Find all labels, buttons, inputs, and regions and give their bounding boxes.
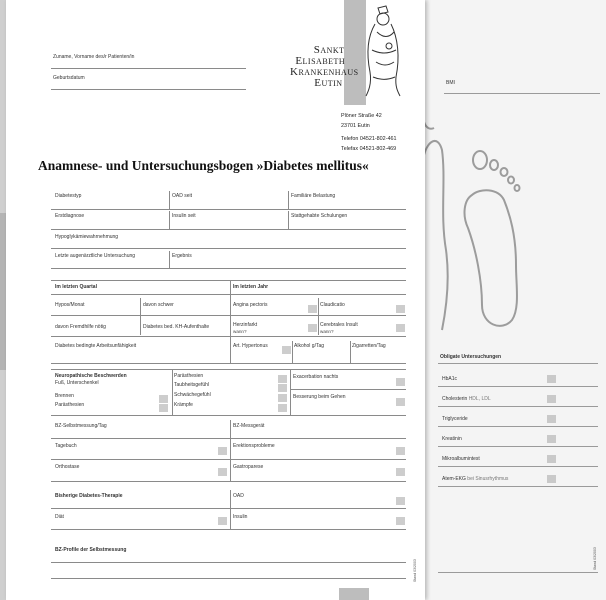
tagebuch-checkbox[interactable] <box>218 447 227 455</box>
sec4-row3-line[interactable] <box>51 481 406 482</box>
triglyceride-checkbox[interactable] <box>547 415 556 423</box>
logo-line-2: Elisabeth <box>295 55 346 67</box>
besserung-checkbox[interactable] <box>396 398 405 406</box>
sec5-row1-line[interactable] <box>51 508 406 509</box>
herzinfarkt-checkbox[interactable] <box>308 324 317 332</box>
label-orthostase: Orthostase <box>55 464 80 470</box>
label-fremdhilfe: davon Fremdhilfe nötig <box>55 324 106 330</box>
label-quartal: Im letzten Quartal <box>55 284 97 290</box>
sec2-head-line <box>51 294 406 295</box>
sec2-row2-line[interactable] <box>51 336 406 337</box>
label-erstdiagnose: Erstdiagnose <box>55 213 85 219</box>
label-zigaretten: Zigarretten/Tag <box>352 343 386 349</box>
address-city: 23701 Eutin <box>341 123 370 129</box>
birth-label: Geburtsdatum <box>53 75 85 81</box>
label-davon-schwer: davon schwer <box>143 302 174 308</box>
obligate-item-atem-ekg: Atem-EKG bei Sinusrhythmus <box>442 476 509 482</box>
label-oad-seit: OAD seit <box>172 193 193 199</box>
label-bz-geraet: BZ-Messgerät <box>233 423 265 429</box>
label-letzte: Letzte augenärztliche Untersuchung <box>55 253 136 259</box>
hba1c-line <box>438 386 598 387</box>
label-paraesth1: Parästhesien <box>55 402 85 408</box>
obligate-item-hba1c: HbA1c <box>442 376 458 382</box>
insulin-checkbox[interactable] <box>396 517 405 525</box>
label-gastro: Gastroparese <box>233 464 264 470</box>
row1-div-a <box>169 191 170 209</box>
label-besserung: Besserung beim Gehen <box>293 394 346 400</box>
sec5-row2-line[interactable] <box>51 529 406 530</box>
address-street: Plöner Straße 42 <box>341 113 382 119</box>
back-stamp: Stand 03/2003 <box>593 547 597 570</box>
sec3-mid-line <box>291 389 406 390</box>
bmi-line <box>444 93 600 94</box>
back-bottom-line <box>438 572 598 573</box>
hba1c-checkbox[interactable] <box>547 375 556 383</box>
row4-line[interactable] <box>51 268 406 269</box>
form-title: Anamnese- und Untersuchungsbogen »Diabetes mellitus« <box>38 158 369 173</box>
front-page <box>6 0 425 600</box>
label-bz-selbst: BZ-Selbstmessung/Tag <box>55 423 107 429</box>
row1-line[interactable] <box>51 209 406 210</box>
atem-ekg-line <box>438 486 598 487</box>
row3-line[interactable] <box>51 248 406 249</box>
sec2-row1-div-b <box>318 298 319 335</box>
obligate-item-kreatinin: Kreatinin <box>442 436 462 442</box>
sec4-div <box>230 420 231 482</box>
obligate-item-cholesterin: Cholesterin HDL, LDL <box>442 396 491 402</box>
label-hypertonus: Art. Hypertonus <box>233 343 268 349</box>
label-therapie: Bisherige Diabetes-Therapie <box>55 493 123 499</box>
oad-checkbox[interactable] <box>396 497 405 505</box>
gastro-checkbox[interactable] <box>396 468 405 476</box>
row4-div-a <box>169 251 170 268</box>
exacerbation-checkbox[interactable] <box>396 378 405 386</box>
label-familiaere: Familiäre Belastung <box>291 193 336 199</box>
label-cerebrales: Cerebrales Insult <box>320 322 358 328</box>
row2-div-a <box>169 211 170 229</box>
sec3-bottom-line <box>51 415 406 416</box>
orthostase-checkbox[interactable] <box>218 468 227 476</box>
name-field[interactable] <box>51 68 246 69</box>
claudicatio-checkbox[interactable] <box>396 305 405 313</box>
sec6-line-1[interactable] <box>51 562 406 563</box>
row2-div-b <box>288 211 289 229</box>
logo-line-4: Eutin <box>314 77 343 89</box>
erektion-checkbox[interactable] <box>396 447 405 455</box>
label-jahr: Im letzten Jahr <box>233 284 269 290</box>
paraesth2-checkbox[interactable] <box>278 375 287 383</box>
schwaeche-checkbox[interactable] <box>278 394 287 402</box>
label-taubheit: Taubheitsgefühl <box>174 382 210 388</box>
label-claudicatio: Claudicatio <box>320 302 345 308</box>
birth-field[interactable] <box>51 89 246 90</box>
mikroalbumin-checkbox[interactable] <box>547 455 556 463</box>
sec2-row3-div-b <box>350 341 351 363</box>
label-cer-wann: wann? <box>320 329 334 334</box>
name-label: Zuname, Vorname des/r Patienten/in <box>53 54 135 60</box>
label-insulin: Insulin <box>233 514 248 520</box>
mikroalbumin-line <box>438 466 598 467</box>
sec4-row2-line[interactable] <box>51 459 406 460</box>
cerebrales-checkbox[interactable] <box>396 324 405 332</box>
label-insulin-seit: Insulin seit <box>172 213 196 219</box>
bmi-label: BMI <box>446 80 455 86</box>
kreatinin-checkbox[interactable] <box>547 435 556 443</box>
paraesth1-checkbox[interactable] <box>159 404 168 412</box>
sec5-div <box>230 490 231 530</box>
saint-elisabeth-figure-icon <box>358 2 406 98</box>
label-brennen: Brennen <box>55 393 74 399</box>
cholesterin-checkbox[interactable] <box>547 395 556 403</box>
label-tagebuch: Tagebuch <box>55 443 77 449</box>
diaet-checkbox[interactable] <box>218 517 227 525</box>
sec4-row1-line[interactable] <box>51 438 406 439</box>
cholesterin-line <box>438 406 598 407</box>
hypertonus-checkbox[interactable] <box>282 346 291 354</box>
label-neuropath: Neuropathische Beschwerden <box>55 373 127 379</box>
label-ergebnis: Ergebnis <box>172 253 192 259</box>
obligate-item-triglyceride: Triglyceride <box>442 416 468 422</box>
kreatinin-line <box>438 446 598 447</box>
label-diaet: Diät <box>55 514 64 520</box>
logo-line-3: Krankenhaus <box>290 66 359 78</box>
label-angina: Angina pectoris <box>233 302 268 308</box>
row1-div-b <box>288 191 289 209</box>
label-herzinfarkt: Herzinfarkt <box>233 322 258 328</box>
angina-checkbox[interactable] <box>308 305 317 313</box>
obligate-heading: Obligate Untersuchungen <box>440 354 502 360</box>
label-paraesth2: Parästhesien <box>174 373 204 379</box>
sec3-div-a <box>172 370 173 415</box>
label-erektion: Erektionsprobleme <box>233 443 275 449</box>
label-fuss: Fuß, Unterschenkel <box>55 380 99 386</box>
back-page <box>400 0 606 600</box>
brennen-checkbox[interactable] <box>159 395 168 403</box>
label-arbeitsunf: Diabetes bedingte Arbeitsunfähigkeit <box>55 343 137 349</box>
label-hypoglyk: Hypoglykämiewahrnehmung <box>55 234 119 240</box>
sec2-row1-line[interactable] <box>51 315 406 316</box>
label-kh-aufenthalte: Diabetes bed. KH-Aufenthalte <box>143 324 210 330</box>
sec2-row1-div-a <box>140 298 141 335</box>
obligate-item-mikroalbumin: Mikroalbumintest <box>442 456 480 462</box>
obligate-line <box>438 363 598 364</box>
label-oad: OAD <box>233 493 244 499</box>
phone-number: Telefon 04521-802-461 <box>341 136 397 142</box>
logo-line-1: Sankt <box>313 44 345 56</box>
fax-number: Telefax 04521-802-469 <box>341 146 397 152</box>
label-herz-wann: wann? <box>233 329 247 334</box>
sec3-div-b <box>290 370 291 415</box>
label-schulungen: Stattgehabte Schulungen <box>291 213 348 219</box>
label-schwaeche: Schwächegefühl <box>174 392 211 398</box>
kraempfe-checkbox[interactable] <box>278 404 287 412</box>
taubheit-checkbox[interactable] <box>278 384 287 392</box>
label-exacerbation: Exacerbation nachts <box>293 374 339 380</box>
sec3-top-line <box>51 369 406 370</box>
feet-outline-icon <box>420 120 560 335</box>
label-profile: BZ-Profile der Selbstmessung <box>55 547 127 553</box>
label-kraempfe: Krämpfe <box>174 402 193 408</box>
hospital-logo <box>282 45 359 89</box>
bottom-gray-tab <box>339 588 369 600</box>
label-diabetestyp: Diabetestyp <box>55 193 82 199</box>
row2-line[interactable] <box>51 229 406 230</box>
label-hypos: Hypos/Monat <box>55 302 85 308</box>
sec2-top-line <box>51 280 406 281</box>
sec2-bottom-line[interactable] <box>51 363 406 364</box>
sec6-line-2[interactable] <box>51 578 406 579</box>
sec2-row3-div-a <box>292 341 293 363</box>
front-stamp: Stand 03/2003 <box>413 559 417 582</box>
atem-ekg-checkbox[interactable] <box>547 475 556 483</box>
triglyceride-line <box>438 426 598 427</box>
label-alkohol: Alkohol g/Tag <box>294 343 325 349</box>
